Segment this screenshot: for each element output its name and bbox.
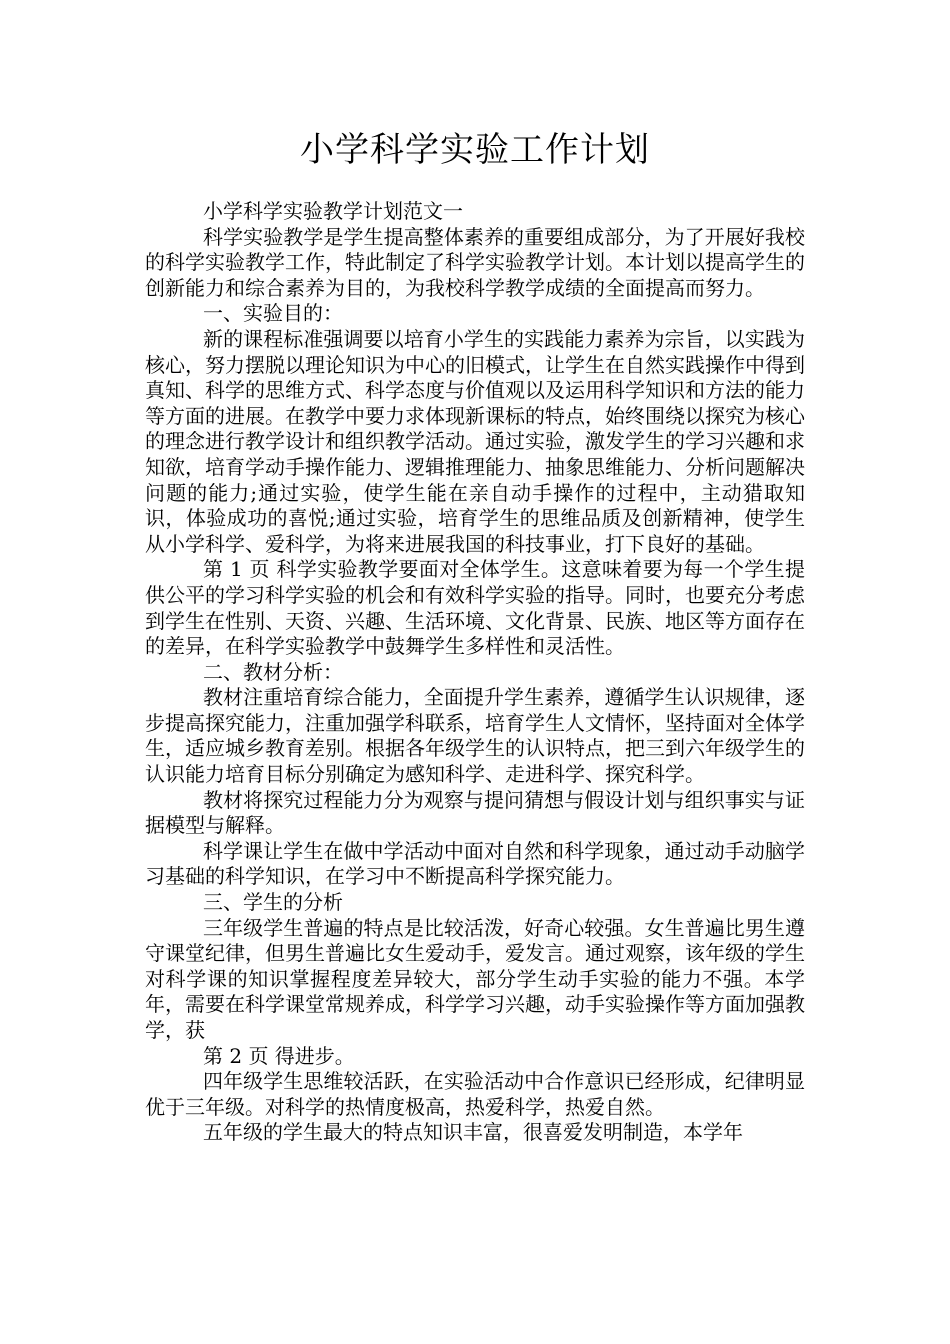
paragraph-intro: 科学实验教学是学生提高整体素养的重要组成部分，为了开展好我校的科学实验教学工作，特此制定了科学实验教学计划。本计划以提高学生的创新能力和综合素养为目的，为我校科学教学成绩的全面提高而努力。 [145,224,805,300]
paragraph-textbook-1: 教材注重培育综合能力，全面提升学生素养，遵循学生认识规律，逐步提高探究能力，注重加强学科联系，培育学生人文情怀，坚持面对全体学生，适应城乡教育差别。根据各年级学生的认识特点，把三到六年级学生的认识能力培育目标分别确定为感知科学、走进科学、探究科学。 [145,685,805,787]
paragraph-textbook-3: 科学课让学生在做中学活动中面对自然和科学现象，通过动手动脑学习基础的科学知识，在学习中不断提高科学探究能力。 [145,838,805,889]
paragraph-objectives: 新的课程标准强调要以培育小学生的实践能力素养为宗旨，以实践为核心，努力摆脱以理论知识为中心的旧模式，让学生在自然实践操作中得到真知、科学的思维方式、科学态度与价值观以及运用科学知识和方法的能力等方面的进展。在教学中要力求体现新课标的特点，始终围绕以探究为核心的理念进行教学设计和组织教学活动。通过实验，激发学生的学习兴趣和求知欲，培育学动手操作能力、逻辑推理能力、抽象思维能力、分析问题解决问题的能力;通过实验，使学生能在亲自动手操作的过程中，主动猎取知识，体验成功的喜悦;通过实验，培育学生的思维品质及创新精神，使学生从小学科学、爱科学，为将来进展我国的科技事业，打下良好的基础。 [145,326,805,556]
section-heading-textbook: 二、教材分析： [203,659,343,684]
paragraph-page-2: 第 2 页 得进步。 [203,1043,355,1068]
document-title: 小学科学实验工作计划 [300,130,650,170]
paragraph-subtitle: 小学科学实验教学计划范文一 [203,199,463,223]
paragraph-page-1: 第 1 页 科学实验教学要面对全体学生。这意味着要为每一个学生提供公平的学习科学实验的机会和有效科学实验的指导。同时，也要充分考虑到学生在性别、天资、兴趣、生活环境、文化背景、民族、地区等方面存在的差异，在科学实验教学中鼓舞学生多样性和灵活性。 [145,557,805,659]
paragraph-grade-5: 五年级的学生最大的特点知识丰富，很喜爱发明制造，本学年 [203,1120,743,1145]
document-body [145,199,805,1146]
paragraph-textbook-2: 教材将探究过程能力分为观察与提问猜想与假设计划与组织事实与证据模型与解释。 [145,787,805,838]
paragraph-grade-4: 四年级学生思维较活跃，在实验活动中合作意识已经形成，纪律明显优于三年级。对科学的热情度极高，热爱科学，热爱自然。 [145,1069,805,1119]
section-heading-students: 三、学生的分析 [203,890,343,915]
section-heading-objectives: 一、实验目的： [203,301,343,326]
paragraph-grade-3: 三年级学生普遍的特点是比较活泼，好奇心较强。女生普遍比男生遵守课堂纪律，但男生普遍比女生爱动手，爱发言。通过观察，该年级的学生对科学课的知识掌握程度差异较大，部分学生动手实验的能力不强。本学年，需要在科学课堂常规养成，科学学习兴趣，动手实验操作等方面加强教学，获 [145,915,805,1042]
